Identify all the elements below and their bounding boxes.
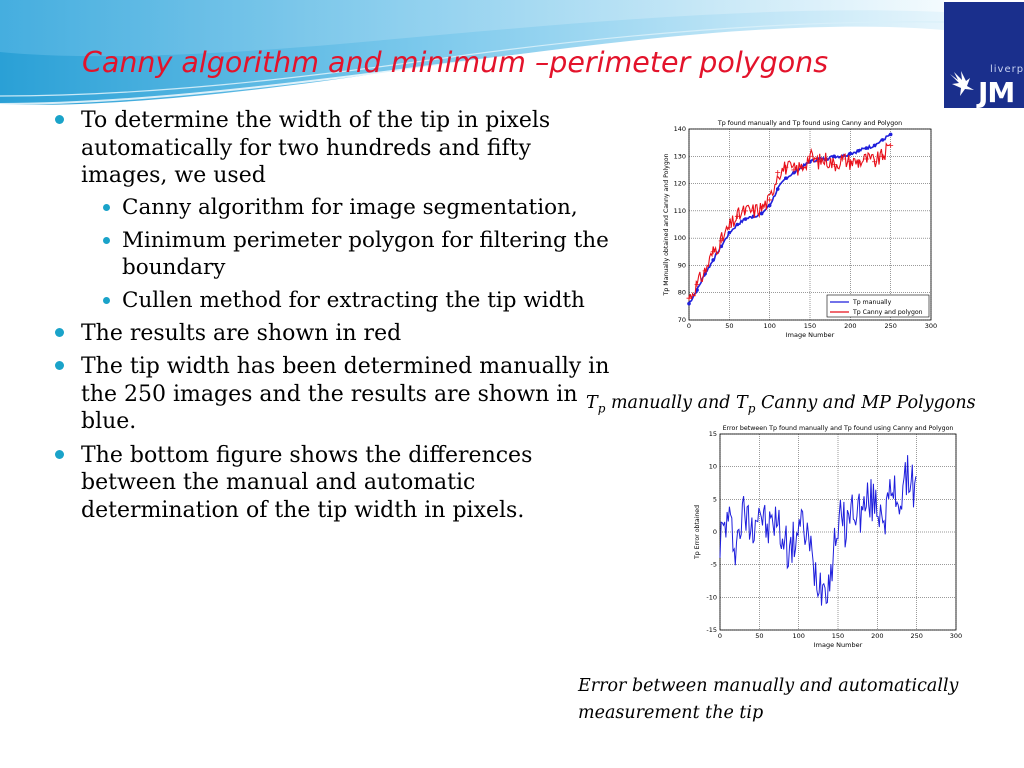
y-tick-label: 0 (712, 528, 717, 536)
legend-label: Tp manually (853, 299, 892, 307)
data-point (687, 302, 691, 306)
x-tick-label: 0 (717, 632, 723, 640)
bullet-text: To determine the width of the tip in pixels automatically for two hundreds and fifty images, we used (81, 108, 551, 188)
data-point (857, 149, 861, 153)
chart-tp-comparison (650, 112, 950, 344)
y-tick-label: 100 (673, 234, 686, 243)
data-point (849, 152, 853, 156)
x-tick-label: 100 (792, 632, 805, 640)
x-axis-label: Image Number (785, 331, 835, 339)
bullet-text: The results are shown in red (81, 320, 402, 346)
chart-title: Error between Tp found manually and Tp found using Canny and Polygon (722, 425, 954, 432)
data-point (832, 154, 836, 158)
slide-title: Canny algorithm and minimum –perimeter polygons (82, 46, 829, 79)
y-tick-label: 5 (712, 495, 717, 504)
chart-bottom-caption: Error between manually and automatically measurement the tip (578, 676, 959, 723)
logo-letters: JM (978, 76, 1015, 108)
data-point (873, 144, 877, 148)
data-point (736, 223, 740, 227)
chart-legend (827, 295, 929, 317)
liver-bird-icon (948, 68, 978, 98)
chart-top-caption: $T_p$ manually and $T_p$ Canny and MP Polygons (586, 393, 976, 416)
sub-bullet-list (81, 194, 610, 314)
bullet-item (50, 353, 610, 436)
bullet-item (50, 320, 610, 348)
chart-title: Tp found manually and Tp found using Canny and Polygon (717, 120, 903, 127)
bullet-text: The tip width has been determined manually in the 250 images and the results are shown in blue. (81, 354, 610, 434)
x-tick-label: 100 (763, 322, 776, 330)
y-tick-label: 80 (677, 288, 686, 297)
bullet-item (50, 107, 610, 314)
sub-bullet-item (81, 194, 610, 221)
data-point (728, 231, 732, 235)
legend-label: Tp Canny and polygon (853, 309, 923, 317)
sub-bullet-item (81, 287, 610, 314)
data-point (865, 146, 869, 150)
data-point (889, 133, 893, 137)
data-point (711, 258, 715, 262)
x-tick-label: 200 (871, 632, 884, 640)
y-tick-label: 15 (708, 430, 717, 438)
y-tick-label: 140 (673, 125, 686, 133)
y-tick-label: 70 (677, 316, 686, 324)
y-tick-label: -5 (710, 560, 717, 569)
university-logo (944, 2, 1024, 108)
y-tick-label: 90 (677, 261, 686, 270)
x-tick-label: 200 (844, 322, 857, 330)
bullet-item (50, 442, 610, 525)
sub-bullet-text: Cullen method for extracting the tip width (122, 287, 585, 313)
x-tick-label: 300 (949, 632, 963, 640)
sub-bullet-item (81, 227, 610, 281)
y-tick-label: 120 (673, 179, 686, 188)
y-tick-label: -15 (706, 626, 717, 634)
y-tick-label: 130 (673, 152, 686, 161)
data-point (776, 187, 780, 191)
x-tick-label: 0 (686, 322, 692, 330)
logo-wordmark: liverp (990, 64, 1024, 75)
x-tick-label: 50 (755, 632, 764, 640)
bullet-list (50, 107, 610, 524)
bullet-text: The bottom figure shows the differences between the manual and automatic determination of the tip width in pixels. (81, 442, 533, 523)
y-axis-label: Tp Error obtained (694, 504, 701, 560)
x-tick-label: 50 (725, 322, 734, 330)
y-tick-label: 110 (673, 206, 686, 215)
data-point (881, 138, 885, 142)
sub-bullet-text: Canny algorithm for image segmentation, (122, 194, 578, 220)
data-point (784, 176, 788, 180)
sub-bullet-text: Minimum perimeter polygon for filtering the boundary (122, 227, 609, 280)
x-tick-label: 250 (884, 322, 897, 330)
x-tick-label: 250 (910, 632, 923, 640)
x-tick-label: 150 (803, 322, 817, 330)
x-tick-label: 150 (831, 632, 845, 640)
y-tick-label: -10 (706, 593, 717, 602)
y-axis-label: Tp Manually obtained and Canny and Polygon (663, 153, 670, 296)
x-axis-label: Image Number (813, 641, 863, 649)
x-tick-label: 300 (924, 322, 938, 330)
data-point (744, 217, 748, 221)
chart-tp-error (680, 418, 970, 654)
y-tick-label: 10 (708, 462, 717, 471)
data-point (760, 212, 764, 216)
data-point (768, 204, 772, 208)
